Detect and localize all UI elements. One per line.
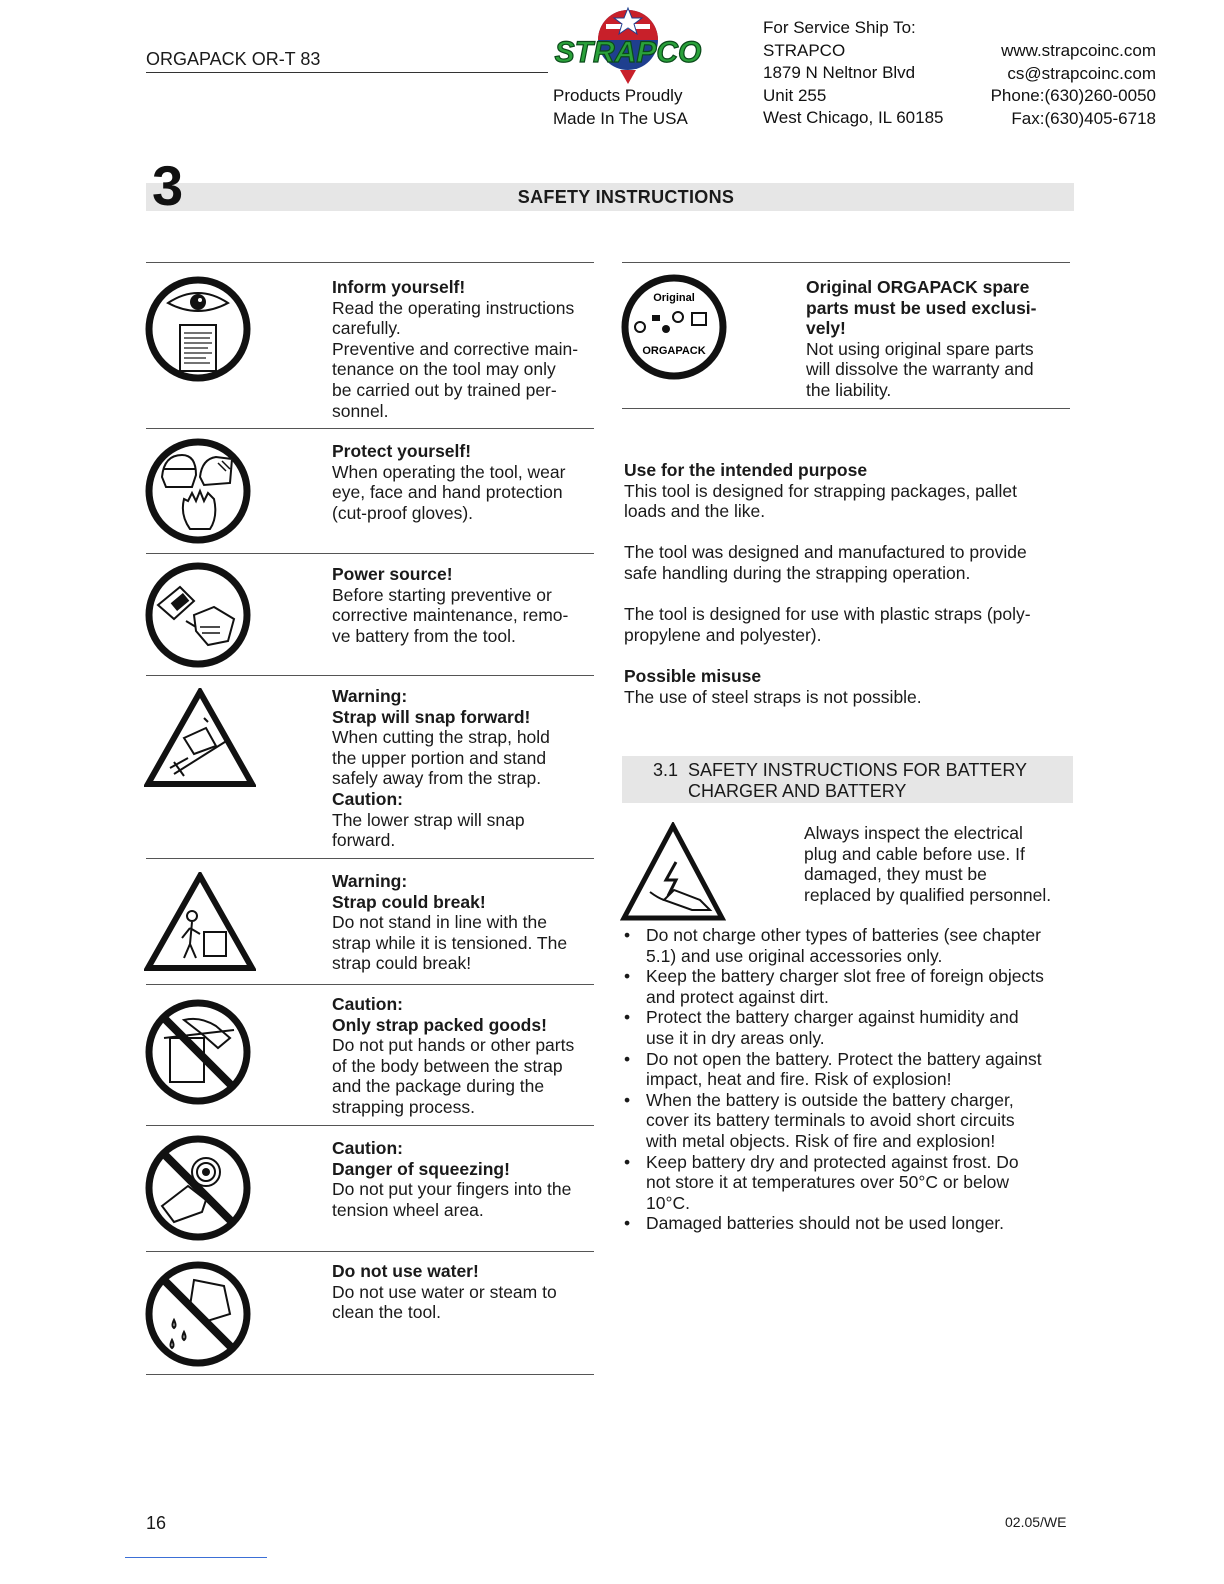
safety-item-heading: Do not use water! bbox=[332, 1261, 479, 1281]
safety-item-body: Do not put hands or other parts of the body between the strap and the package during the strapping process. bbox=[332, 1035, 575, 1117]
safety-item bbox=[332, 871, 602, 974]
divider bbox=[622, 408, 1070, 409]
safety-item-body: When operating the tool, wear eye, face and hand protection (cut-proof gloves). bbox=[332, 461, 566, 523]
ship-to-line: STRAPCO bbox=[763, 40, 846, 60]
page-number: 16 bbox=[146, 1513, 167, 1533]
intended-use-heading: Use for the intended purpose bbox=[624, 460, 868, 480]
website-link[interactable]: www.strapcoinc.com bbox=[1001, 41, 1156, 60]
chapter-title: SAFETY INSTRUCTIONS bbox=[517, 187, 735, 207]
phone-number: Phone:(630)260-0050 bbox=[990, 86, 1156, 105]
intended-use-paragraph: The tool is designed for use with plastic straps (poly- propylene and polyester). bbox=[624, 604, 1031, 645]
safety-item-heading: Caution: Danger of squeezing! bbox=[332, 1138, 510, 1179]
revision-code: 02.05/WE bbox=[1005, 1514, 1067, 1530]
list-item: • Protect the battery charger against humidity and use it in dry areas only. bbox=[624, 1007, 1084, 1048]
divider bbox=[146, 858, 594, 859]
divider bbox=[146, 1251, 594, 1252]
safety-item-body: Do not stand in line with the strap while it is tensioned. The strap could break! bbox=[332, 912, 568, 974]
tagline-line: Products Proudly bbox=[553, 86, 683, 105]
misuse-body: The use of steel straps is not possible. bbox=[624, 686, 922, 707]
safety-item bbox=[332, 686, 602, 851]
safety-item-body: The lower strap will snap forward. bbox=[332, 809, 525, 851]
divider bbox=[146, 553, 594, 554]
ship-to-line: Unit 255 bbox=[763, 85, 827, 105]
icon-text-original: Original bbox=[653, 292, 695, 304]
divider bbox=[622, 262, 1070, 263]
electrical-hazard-icon bbox=[620, 822, 726, 922]
original-parts-icon bbox=[620, 273, 728, 381]
email-link[interactable]: cs@strapcoinc.com bbox=[1007, 63, 1156, 83]
spare-parts-heading: Original ORGAPACK spare parts must be used exclusi- vely! bbox=[806, 277, 1037, 339]
safety-item bbox=[332, 277, 602, 421]
battery-safety-list bbox=[624, 925, 1084, 1234]
intended-use-section bbox=[624, 460, 1074, 707]
strapco-logo bbox=[548, 2, 708, 90]
section-title: SAFETY INSTRUCTIONS FOR BATTERY CHARGER AND BATTERY bbox=[688, 760, 1028, 801]
fax-number: Fax:(630)405-6718 bbox=[1011, 108, 1156, 128]
divider bbox=[146, 262, 594, 263]
safety-item bbox=[332, 441, 602, 523]
safety-item-body: Read the operating instructions carefully. Preventive and corrective main- tenance on the tool may only be carried out by trained per- sonnel. bbox=[332, 297, 579, 421]
section-number: 3.1 bbox=[653, 760, 679, 780]
electrical-inspection-note: Always inspect the electrical plug and cable before use. If damaged, they must be replaced by qualified personnel. bbox=[804, 823, 1052, 905]
intended-use-paragraph: This tool is designed for strapping packages, pallet loads and the like. bbox=[624, 480, 1018, 522]
svg-text:STRAPCO: STRAPCO bbox=[554, 36, 702, 69]
safety-item-heading: Protect yourself! bbox=[332, 441, 472, 461]
safety-item-caution: Caution: bbox=[332, 788, 403, 809]
divider bbox=[146, 675, 594, 676]
icon-text-orgapack: ORGAPACK bbox=[642, 345, 706, 357]
document-model-title: ORGAPACK OR-T 83 bbox=[146, 49, 321, 69]
safety-item-body: Before starting preventive or corrective maintenance, remo- ve battery from the tool. bbox=[332, 584, 569, 646]
safety-item bbox=[332, 994, 602, 1118]
safety-item bbox=[332, 1261, 602, 1323]
intended-use-paragraph: The tool was designed and manufactured to provide safe handling during the strapping operation. bbox=[624, 542, 1027, 583]
list-item: • When the battery is outside the battery charger, cover its battery terminals to avoid short circuits with metal objects. Risk of fire and explosion! bbox=[624, 1090, 1084, 1152]
safety-item-heading: Warning: Strap could break! bbox=[332, 871, 486, 912]
spare-parts-body: Not using original spare parts will dissolve the warranty and the liability. bbox=[806, 338, 1034, 400]
ship-to-line: For Service Ship To: bbox=[763, 18, 916, 37]
divider bbox=[146, 428, 594, 429]
read-manual-icon bbox=[144, 275, 252, 383]
spare-parts-notice bbox=[806, 277, 1066, 401]
divider bbox=[146, 1125, 594, 1126]
safety-item-body: Do not put your fingers into the tension wheel area. bbox=[332, 1179, 572, 1220]
strap-snap-warning-icon bbox=[144, 688, 256, 788]
ship-to-line: West Chicago, IL 60185 bbox=[763, 108, 944, 127]
chapter-number: 3 bbox=[152, 154, 184, 217]
ship-to-address bbox=[763, 17, 944, 130]
protective-gear-icon bbox=[144, 437, 252, 545]
safety-item bbox=[332, 1138, 602, 1220]
tagline-line: Made In The USA bbox=[553, 109, 688, 128]
list-item: • Damaged batteries should not be used longer. bbox=[624, 1213, 1084, 1234]
safety-item-heading: Inform yourself! bbox=[332, 277, 466, 297]
safety-item bbox=[332, 564, 602, 646]
divider bbox=[146, 984, 594, 985]
ship-to-line: 1879 N Neltnor Blvd bbox=[763, 63, 916, 82]
safety-item-body: When cutting the strap, hold the upper portion and stand safely away from the strap. bbox=[332, 727, 550, 789]
tagline bbox=[553, 84, 688, 130]
list-item: • Do not charge other types of batteries (see chapter 5.1) and use original accessories only. bbox=[624, 925, 1084, 966]
battery-removal-icon bbox=[144, 561, 252, 669]
safety-item-heading: Warning: Strap will snap forward! bbox=[332, 686, 531, 727]
safety-item-heading: Caution: Only strap packed goods! bbox=[332, 994, 547, 1035]
no-fingers-wheel-icon bbox=[144, 1134, 252, 1242]
divider bbox=[146, 1374, 594, 1375]
list-item: • Keep the battery charger slot free of foreign objects and protect against dirt. bbox=[624, 966, 1084, 1007]
list-item: • Do not open the battery. Protect the battery against impact, heat and fire. Risk of explosion! bbox=[624, 1049, 1084, 1090]
contact-info bbox=[991, 40, 1156, 130]
safety-item-heading: Power source! bbox=[332, 564, 453, 584]
strap-break-warning-icon bbox=[144, 872, 256, 972]
header-rule bbox=[146, 72, 548, 73]
list-item: • Keep battery dry and protected against frost. Do not store it at temperatures over 50°C or below 10°C. bbox=[624, 1152, 1084, 1214]
no-hands-icon bbox=[144, 998, 252, 1106]
no-water-icon bbox=[144, 1260, 252, 1368]
safety-item-body: Do not use water or steam to clean the tool. bbox=[332, 1281, 557, 1323]
misuse-heading: Possible misuse bbox=[624, 665, 762, 686]
footer-link-underline bbox=[125, 1557, 267, 1558]
